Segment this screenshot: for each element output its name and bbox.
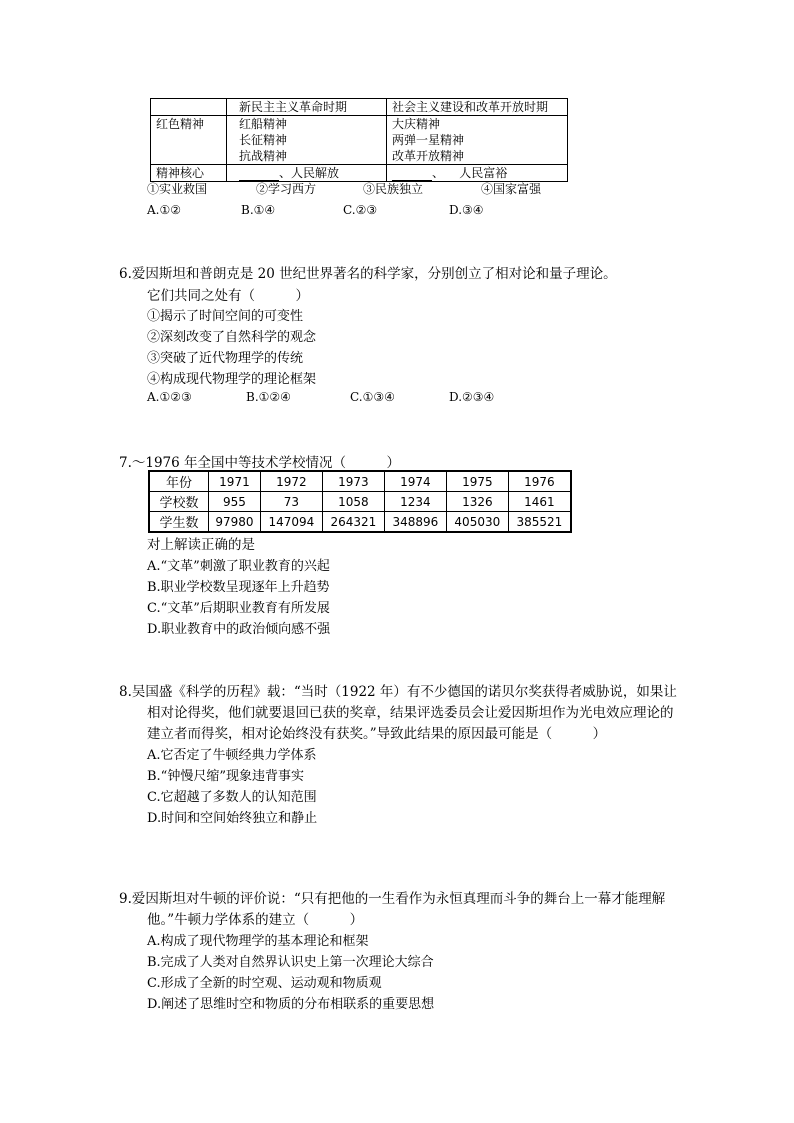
q9-stem-line2: 他。”牛顿力学体系的建立（ ） [147, 912, 364, 928]
q5-item-2: ②学习西方 [256, 182, 317, 196]
spirit-red-label: 红色精神 [151, 116, 227, 165]
spirit-header-empty [151, 99, 227, 116]
spirit-item: 大庆精神 [392, 117, 441, 131]
q5-option-d: D.③④ [449, 203, 484, 217]
student-count-row [149, 512, 571, 533]
spirit-period2-list [387, 116, 568, 165]
spirit-core1 [227, 165, 387, 182]
school-year-row [149, 471, 571, 492]
school-count-row [149, 492, 571, 512]
year-cell: 1971 [209, 471, 261, 492]
spirit-header-period2: 社会主义建设和改革开放时期 [387, 99, 568, 116]
q6-item-3: ③突破了近代物理学的传统 [147, 351, 304, 366]
core2-sep: 、 [432, 166, 445, 180]
school-cell: 1234 [384, 492, 446, 512]
year-label: 年份 [149, 471, 209, 492]
spirit-header-period1: 新民主主义革命时期 [227, 99, 387, 116]
q8-stem-line1: 8.吴国盛《科学的历程》载：“当时（1922 年）有不少德国的诺贝尔奖获得者威胁说，如果让 [119, 684, 677, 700]
student-cell: 97980 [209, 512, 261, 533]
spirit-item: 抗战精神 [239, 149, 288, 163]
q8-option-c: C.它超越了多数人的认知范围 [147, 790, 317, 805]
q6-option-d: D.②③④ [449, 390, 495, 404]
q6-option-b: B.①②④ [246, 390, 291, 404]
spirit-item: 长征精神 [239, 133, 288, 147]
spirit-item: 改革开放精神 [392, 149, 465, 163]
q8-stem-line2: 相对论得奖，他们就要退回已获的奖章，结果评选委员会让爱因斯坦作为光电效应理论的 [147, 705, 674, 721]
student-label: 学生数 [149, 512, 209, 533]
q7-option-c: C.“文革”后期职业教育有所发展 [147, 601, 330, 616]
q6-stem-line2: 它们共同之处有（ ） [147, 288, 309, 304]
school-label: 学校数 [149, 492, 209, 512]
q5-item-4: ④国家富强 [481, 182, 542, 196]
q5-item-3: ③民族独立 [363, 182, 424, 196]
core2-text: 人民富裕 [459, 166, 508, 180]
q9-option-d: D.阐述了思维时空和物质的分布相联系的重要思想 [147, 997, 435, 1012]
spirit-item: 两弹一星精神 [392, 133, 465, 147]
q6-option-a: A.①②③ [147, 390, 192, 404]
q7-option-b: B.职业学校数呈现逐年上升趋势 [147, 580, 330, 595]
q5-option-b: B.①④ [241, 203, 276, 217]
student-cell: 405030 [446, 512, 508, 533]
student-cell: 385521 [508, 512, 571, 533]
core1-text: 、人民解放 [279, 166, 340, 180]
student-cell: 147094 [260, 512, 322, 533]
q6-item-4: ④构成现代物理学的理论框架 [147, 372, 317, 387]
school-cell: 955 [209, 492, 261, 512]
spirit-header-row [151, 99, 568, 116]
spirit-period1-list [227, 116, 387, 165]
spirit-core-row [151, 165, 568, 182]
q7-stem: 7.～1976 年全国中等技术学校情况（ ） [119, 455, 401, 471]
year-cell: 1972 [260, 471, 322, 492]
student-cell: 264321 [322, 512, 384, 533]
q5-item-1: ①实业救国 [147, 182, 208, 196]
q6-stem-line1: 6.爱因斯坦和普朗克是 20 世纪世界著名的科学家，分别创立了相对论和量子理论。 [119, 266, 617, 282]
q6-item-1: ①揭示了时间空间的可变性 [147, 309, 304, 324]
q9-option-c: C.形成了全新的时空观、运动观和物质观 [147, 976, 382, 991]
year-cell: 1976 [508, 471, 571, 492]
q7-option-a: A.“文革”刺激了职业教育的兴起 [147, 559, 330, 574]
q8-option-d: D.时间和空间始终独立和静止 [147, 811, 318, 826]
year-cell: 1973 [322, 471, 384, 492]
q8-option-b: B.“钟慢尺缩”现象违背事实 [147, 769, 304, 784]
q5-option-a: A.①② [147, 203, 181, 217]
q5-option-c: C.②③ [343, 203, 378, 217]
q9-stem-line1: 9.爱因斯坦对牛顿的评价说：“只有把他的一生看作为永恒真理而斗争的舞台上一幕才能理解 [119, 891, 666, 907]
q6-option-c: C.①③④ [350, 390, 395, 404]
spirit-table [150, 98, 568, 182]
spirit-core-label: 精神核心 [151, 165, 227, 182]
spirit-core2 [387, 165, 568, 182]
school-table [148, 470, 572, 533]
q7-prompt: 对上解读正确的是 [147, 537, 255, 553]
school-cell: 73 [260, 492, 322, 512]
spirit-red-row [151, 116, 568, 165]
school-cell: 1326 [446, 492, 508, 512]
q8-option-a: A.它否定了牛顿经典力学体系 [147, 748, 317, 763]
year-cell: 1975 [446, 471, 508, 492]
school-cell: 1058 [322, 492, 384, 512]
student-cell: 348896 [384, 512, 446, 533]
q8-stem-line3: 建立者而得奖，相对论始终没有获奖。”导致此结果的原因最可能是（ ） [147, 726, 607, 742]
spirit-item: 红船精神 [239, 117, 288, 131]
year-cell: 1974 [384, 471, 446, 492]
school-cell: 1461 [508, 492, 571, 512]
q9-option-b: B.完成了人类对自然界认识史上第一次理论大综合 [147, 955, 434, 970]
q6-item-2: ②深刻改变了自然科学的观念 [147, 330, 317, 345]
q7-option-d: D.职业教育中的政治倾向感不强 [147, 622, 331, 637]
q9-option-a: A.构成了现代物理学的基本理论和框架 [147, 934, 369, 949]
